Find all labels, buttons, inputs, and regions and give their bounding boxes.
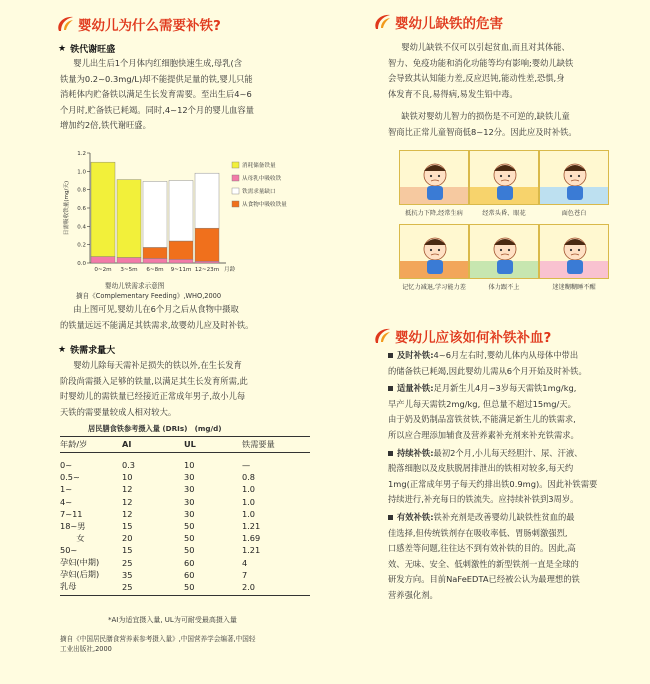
chart-legend-label: 铁需求量缺口 bbox=[242, 189, 276, 195]
table-cell: 50~ bbox=[60, 545, 78, 556]
table-cell: 7 bbox=[242, 569, 248, 580]
chart-bar-segment bbox=[91, 257, 115, 263]
chart-y-tick-label: 0.4 bbox=[77, 224, 86, 231]
table-header-age: 年龄/岁 bbox=[60, 439, 88, 449]
chart-bar-segment bbox=[143, 258, 167, 263]
howto-item-text: 营养强化剂。 bbox=[388, 589, 438, 600]
pale-face-icon bbox=[540, 151, 609, 205]
cartoon-panel bbox=[469, 150, 539, 205]
square-bullet-icon bbox=[388, 515, 393, 520]
table-cell: 20 bbox=[122, 533, 133, 544]
table-cell: 女 bbox=[60, 532, 85, 543]
table-cell: 12 bbox=[122, 496, 133, 507]
chart-legend-swatch bbox=[232, 175, 239, 181]
table-cell: 30 bbox=[184, 472, 195, 483]
table-cell: 12 bbox=[122, 484, 133, 495]
chart-bar-segment bbox=[169, 181, 193, 242]
chart-source: 摘自《Complementary Feeding》,WHO,2000 bbox=[76, 292, 222, 300]
cartoon-panel bbox=[399, 224, 469, 279]
text-line: 的铁量远远不能满足其铁需求,故婴幼儿应及时补铁。 bbox=[60, 319, 254, 330]
text-line bbox=[388, 541, 628, 557]
text-line: 婴儿出生后1个月体内红细胞快速生成,母乳(含 bbox=[73, 58, 243, 68]
table-cell: 1.0 bbox=[242, 508, 256, 519]
dri-table bbox=[60, 459, 302, 593]
chart-conclusion-paragraph bbox=[60, 302, 312, 333]
chart-bar-segment bbox=[117, 180, 141, 258]
chart-y-tick-label: 0.8 bbox=[77, 187, 86, 194]
table-row bbox=[60, 569, 302, 581]
right-section-title-2 bbox=[372, 326, 551, 346]
chart-bar-segment bbox=[169, 241, 193, 259]
table-header-need: 铁需要量 bbox=[242, 439, 275, 449]
text-line bbox=[388, 428, 628, 444]
howto-item-text: 早产儿每天需铁2mg/kg, 但总量不超过15mg/天。 bbox=[388, 398, 576, 409]
table-cell: 15 bbox=[122, 545, 133, 556]
table-cell: 10 bbox=[184, 460, 195, 471]
study-child-icon bbox=[400, 225, 469, 279]
table-cell: 1.69 bbox=[242, 533, 261, 544]
chart-x-tick-label: 6~8m bbox=[146, 267, 164, 273]
howto-item bbox=[388, 381, 628, 443]
cartoon-caption: 抵抗力下降,经常生病 bbox=[405, 210, 463, 217]
chart-caption: 婴幼儿铁需求示意图 bbox=[105, 282, 165, 290]
chart-x-tick-label: 3~5m bbox=[120, 267, 138, 273]
table-cell: 10 bbox=[122, 472, 133, 483]
text-line bbox=[388, 397, 628, 413]
chart-y-label: 日需吸收铁量(mg/天) bbox=[64, 180, 70, 236]
table-source-line1: 摘自《中国居民膳食营养素参考摄入量》,中国营养学会编著,中国轻 bbox=[60, 635, 256, 643]
right-section-title-1 bbox=[372, 12, 503, 32]
table-header-ai: AI bbox=[122, 439, 132, 449]
chart-svg bbox=[60, 138, 300, 278]
howto-item-text: 由于奶及奶制品富铁贫铁,不能满足新生儿的铁需求, bbox=[388, 414, 576, 425]
swoosh-icon bbox=[55, 14, 75, 34]
chart-legend-label: 从母乳中吸收铁 bbox=[242, 176, 282, 182]
table-row bbox=[60, 581, 302, 593]
chart-x-tick-label: 12~23m bbox=[194, 267, 220, 273]
table-cell: 2.0 bbox=[242, 581, 256, 592]
star-icon: ★ bbox=[58, 344, 67, 355]
table-row bbox=[60, 544, 302, 556]
table-source-line2: 工业出版社,2000 bbox=[60, 645, 112, 653]
chart-bar-segment bbox=[195, 261, 219, 263]
square-bullet-icon bbox=[388, 451, 393, 456]
star-icon: ★ bbox=[58, 43, 67, 54]
table-title: 居民膳食铁参考摄入量 (DRIs) (mg/d) bbox=[88, 424, 222, 433]
text-line: 天铁的需要量较成人相对较大。 bbox=[60, 406, 177, 417]
table-cell: 孕妇(后期) bbox=[60, 569, 100, 580]
cartoon-caption: 经常头昏、眼花 bbox=[482, 210, 526, 217]
table-cell: 12 bbox=[122, 508, 133, 519]
text-line bbox=[388, 557, 628, 573]
table-cell: 4~ bbox=[60, 496, 73, 507]
text-line: 婴幼儿除每天需补足损失的铁以外,在生长发育 bbox=[73, 360, 242, 370]
swoosh-icon bbox=[372, 12, 392, 32]
text-line: 智商比正常儿童智商低8~12分。因此应及时补铁。 bbox=[388, 126, 577, 137]
howto-item-text: 4~6月左右时,婴幼儿体内从母体中带出 bbox=[433, 350, 579, 360]
table-cell: 乳母 bbox=[60, 581, 77, 592]
cartoon-caption: 记忆力减退,学习能力差 bbox=[402, 284, 466, 291]
howto-item-text: 效、无味、安全、低刺激性的新型铁剂一直是全球的 bbox=[388, 558, 579, 569]
square-bullet-icon bbox=[388, 353, 393, 358]
table-cell: 30 bbox=[184, 484, 195, 495]
table-cell: 25 bbox=[122, 581, 133, 592]
howto-item-text: 脱落细胞以及皮肤脱屑排泄出的铁相对较多,每天约 bbox=[388, 463, 574, 474]
chart-bar-segment bbox=[195, 228, 219, 261]
text-line bbox=[388, 381, 628, 397]
table-cell: 1~ bbox=[60, 484, 73, 495]
chart-bar-segment bbox=[143, 181, 167, 247]
chart-y-tick-label: 0.2 bbox=[77, 242, 86, 249]
text-line bbox=[388, 446, 628, 462]
chart-legend-swatch bbox=[232, 201, 239, 207]
danger-paragraph-2 bbox=[388, 109, 628, 140]
table-cell: 60 bbox=[184, 569, 195, 580]
table-header-row bbox=[60, 436, 310, 453]
cartoon-caption: 体力跟不上 bbox=[488, 284, 520, 291]
text-line: 增加约2倍,铁代谢旺盛。 bbox=[60, 120, 151, 130]
chart-bar-segment bbox=[169, 259, 193, 263]
demand-paragraph bbox=[60, 358, 312, 420]
chart-x-suffix: 月龄 bbox=[224, 267, 236, 273]
table-row bbox=[60, 471, 302, 483]
text-line: 消耗体内贮备铁以满足生长发育需要。至出生后4~6 bbox=[60, 89, 252, 99]
chart-legend-label: 从食物中吸收铁量 bbox=[242, 202, 287, 208]
danger-paragraph bbox=[388, 40, 628, 102]
howto-item-text: 1mg(正常成年男子每天约排出铁0.9mg)。因此补铁需要 bbox=[388, 478, 598, 489]
text-line bbox=[388, 477, 628, 493]
howto-item bbox=[388, 510, 628, 604]
table-cell: 15 bbox=[122, 521, 133, 532]
table-row bbox=[60, 520, 302, 532]
howto-item-heading: 有效补铁: bbox=[397, 511, 434, 522]
howto-item bbox=[388, 348, 628, 379]
table-row bbox=[60, 459, 302, 471]
text-line: 会导致其认知能力差,反应迟钝,能动性差,恐惧,身 bbox=[388, 73, 565, 83]
chart-x-tick-label: 0~2m bbox=[94, 267, 112, 273]
chart-bar-segment bbox=[195, 173, 219, 228]
table-cell: 25 bbox=[122, 557, 133, 568]
dizzy-child-icon bbox=[470, 151, 539, 205]
cartoon-panel bbox=[469, 224, 539, 279]
text-line bbox=[388, 412, 628, 428]
iron-need-chart bbox=[60, 138, 300, 278]
table-note: *AI为适宜摄入量, UL为可耐受最高摄入量 bbox=[108, 616, 237, 624]
metabolism-paragraph bbox=[60, 56, 312, 134]
text-line bbox=[388, 348, 628, 364]
howto-item-text: 铁补充剂是改善婴幼儿缺铁性贫血的最 bbox=[433, 511, 575, 522]
text-line: 阶段尚需摄入足够的铁量,以满足其生长发育所需,此 bbox=[60, 375, 248, 386]
howto-title: 婴幼儿应该如何补铁补血? bbox=[395, 330, 552, 346]
howto-item-text: 最初2个月,小儿每天经胆汁、尿、汗液、 bbox=[433, 447, 583, 458]
chart-y-tick-label: 1.0 bbox=[77, 169, 86, 176]
chart-y-tick-label: 0.6 bbox=[77, 206, 86, 212]
table-cell: 0~ bbox=[60, 460, 73, 471]
chart-y-tick-label: 1.2 bbox=[77, 151, 86, 157]
howto-item-text: 研发方向。目前NaFeEDTA已经被公认为最理想的铁 bbox=[388, 574, 580, 585]
dri-table-wrap bbox=[60, 436, 310, 596]
text-line bbox=[388, 364, 628, 380]
table-cell: 50 bbox=[184, 581, 195, 592]
chart-bar-segment bbox=[143, 247, 167, 258]
table-row bbox=[60, 532, 302, 544]
cartoon-caption: 面色苍白 bbox=[561, 210, 587, 217]
table-cell: 孕妇(中期) bbox=[60, 557, 100, 568]
cartoon-caption: 迷迷糊糊睡不醒 bbox=[552, 284, 596, 291]
text-line bbox=[388, 461, 628, 477]
table-cell: 60 bbox=[184, 557, 195, 568]
chart-legend-swatch bbox=[232, 188, 239, 194]
text-line bbox=[388, 572, 628, 588]
text-line: 由上图可见,婴幼儿在6个月之后从食物中摄取 bbox=[73, 304, 239, 314]
text-line bbox=[388, 588, 628, 604]
howto-item-heading: 及时补铁: bbox=[397, 350, 434, 360]
table-cell: 1.21 bbox=[242, 521, 261, 532]
table-cell: 30 bbox=[184, 496, 195, 507]
table-row bbox=[60, 508, 302, 520]
howto-item-heading: 持续补铁: bbox=[397, 447, 434, 458]
table-cell: 0.3 bbox=[122, 460, 136, 471]
table-cell: 0.8 bbox=[242, 472, 256, 483]
chart-bar-segment bbox=[117, 258, 141, 264]
table-row bbox=[60, 496, 302, 508]
text-line: 体发育不良,易得病,易发生铅中毒。 bbox=[388, 88, 518, 99]
table-cell: — bbox=[242, 460, 251, 471]
chart-legend-label: 消耗储备铁量 bbox=[242, 163, 276, 169]
chart-x-tick-label: 9~11m bbox=[170, 267, 192, 273]
text-line: 缺铁对婴幼儿智力的损伤是不可逆的,缺铁儿童 bbox=[401, 111, 570, 121]
howto-item bbox=[388, 446, 628, 508]
swoosh-icon bbox=[372, 326, 392, 346]
table-cell: 0.5~ bbox=[60, 472, 80, 483]
tired-child-icon bbox=[470, 225, 539, 279]
howto-item-heading: 适量补铁: bbox=[397, 383, 434, 394]
table-cell: 4 bbox=[242, 557, 248, 568]
table-cell: 18~男 bbox=[60, 520, 86, 531]
table-cell: 50 bbox=[184, 533, 195, 544]
text-line: 时婴幼儿的需铁量已经接近正常成年男子,故小儿每 bbox=[60, 391, 246, 401]
left-section-title bbox=[55, 14, 221, 34]
table-cell: 30 bbox=[184, 508, 195, 519]
chart-bar-segment bbox=[91, 162, 115, 256]
howto-item-text: 的储备铁已耗竭,因此婴幼儿需从6个月开始及时补铁。 bbox=[388, 365, 587, 376]
cartoon-panel bbox=[539, 150, 609, 205]
table-header-ul: UL bbox=[184, 439, 196, 449]
section-heading-demand: ★ 铁需求量大 bbox=[58, 344, 116, 356]
text-line: 铁量为0.2~0.3mg/L)却不能提供足量的铁,婴儿只能 bbox=[60, 73, 253, 84]
square-bullet-icon bbox=[388, 386, 393, 391]
sick-child-icon bbox=[400, 151, 469, 205]
section-heading-metabolism: ★ 铁代谢旺盛 bbox=[58, 43, 116, 55]
sleeping-child-icon bbox=[540, 225, 609, 279]
text-line: 智力、免疫功能和消化功能等均有影响;婴幼儿缺铁 bbox=[388, 57, 574, 68]
cartoon-panel bbox=[399, 150, 469, 205]
table-row bbox=[60, 557, 302, 569]
text-line bbox=[388, 492, 628, 508]
table-row bbox=[60, 483, 302, 495]
chart-legend-swatch bbox=[232, 162, 239, 168]
page-title-left: 婴幼儿为什么需要补铁? bbox=[78, 18, 221, 34]
table-cell: 50 bbox=[184, 545, 195, 556]
cartoon-panel bbox=[539, 224, 609, 279]
howto-item-text: 持续进行,补充每日的铁流失。应持续补铁到3周岁。 bbox=[388, 494, 579, 505]
text-line: 婴幼儿缺铁不仅可以引起贫血,而且对其体能、 bbox=[401, 42, 570, 52]
howto-item-text: 所以应合理添加辅食及营养素补充剂来补充铁需求。 bbox=[388, 429, 579, 440]
danger-title: 婴幼儿缺铁的危害 bbox=[395, 16, 503, 32]
howto-item-text: 佳选择,但传统铁剂存在吸收率低、胃肠刺激强烈, bbox=[388, 527, 568, 538]
howto-item-text: 足月新生儿4月~3岁每天需铁1mg/kg, bbox=[433, 383, 577, 394]
chart-y-tick-label: 0.0 bbox=[77, 261, 86, 267]
howto-item-text: 口感差等问题,往往达不到有效补铁的目的。因此,高 bbox=[388, 543, 576, 554]
table-cell: 50 bbox=[184, 521, 195, 532]
table-cell: 35 bbox=[122, 569, 133, 580]
text-line bbox=[388, 526, 628, 542]
text-line bbox=[388, 510, 628, 526]
table-cell: 7~11 bbox=[60, 508, 83, 519]
table-cell: 1.21 bbox=[242, 545, 261, 556]
howto-list bbox=[388, 348, 628, 606]
table-cell: 1.0 bbox=[242, 496, 256, 507]
text-line: 个月时,贮备铁已耗竭。同时,4~12个月的婴儿血容量 bbox=[60, 104, 255, 115]
table-cell: 1.0 bbox=[242, 484, 256, 495]
